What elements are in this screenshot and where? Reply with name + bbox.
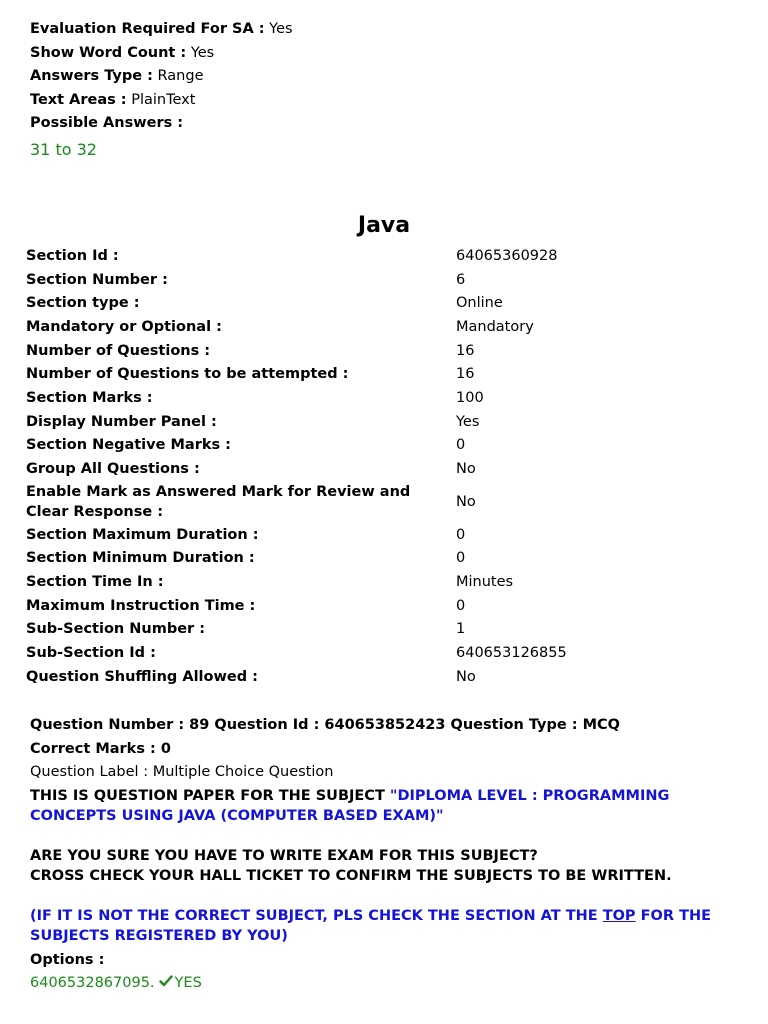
section-detail-row (26, 523, 746, 547)
section-detail-value: 16 (456, 366, 475, 383)
note-text-before: (IF IT IS NOT THE CORRECT SUBJECT, PLS CHECK THE SECTION AT THE (30, 907, 598, 924)
section-detail-value: 0 (456, 526, 466, 543)
section-detail-row (26, 547, 746, 571)
question-label-value: Multiple Choice Question (152, 764, 334, 781)
section-details-table (26, 244, 746, 689)
section-detail-label: Section Id : (26, 247, 119, 264)
answers-type-row (30, 65, 738, 89)
section-detail-label: Enable Mark as Answered Mark for Review and Clear Response : (26, 483, 411, 520)
top-link[interactable]: TOP (602, 907, 636, 924)
section-detail-label: Mandatory or Optional : (26, 318, 222, 335)
section-detail-label: Sub-Section Number : (26, 621, 206, 638)
section-detail-row (26, 244, 746, 268)
show-word-count-row (30, 42, 738, 66)
option-text: YES (174, 975, 202, 992)
options-label: Options : (30, 951, 105, 968)
section-detail-row (26, 315, 746, 339)
question-header: Question Number : 89 Question Id : 640653852423 Question Type : MCQ (30, 717, 621, 733)
correct-marks: Correct Marks : 0 (30, 740, 171, 757)
question-label-key: Question Label : (30, 764, 149, 781)
section-detail-row (26, 570, 746, 594)
section-detail-row (26, 362, 746, 386)
setting-value: PlainText (131, 91, 196, 108)
confirm-line-2: CROSS CHECK YOUR HALL TICKET TO CONFIRM THE SUBJECTS TO BE WRITTEN. (30, 867, 672, 884)
section-detail-value: Minutes (456, 574, 514, 591)
checkmark-icon (159, 973, 173, 987)
section-detail-value: Mandatory (456, 318, 534, 335)
section-detail-label: Sub-Section Id : (26, 645, 156, 662)
section-detail-row (26, 665, 746, 689)
section-detail-label: Number of Questions to be attempted : (26, 366, 349, 383)
section-detail-label: Section Time In : (26, 574, 164, 591)
section-detail-value: 0 (456, 550, 466, 567)
option-id: 6406532867095. (30, 975, 155, 992)
section-detail-label: Section type : (26, 295, 140, 312)
section-detail-label: Section Minimum Duration : (26, 550, 255, 567)
setting-label: Text Areas : (30, 91, 127, 108)
spacer (30, 826, 738, 846)
section-detail-row (26, 457, 746, 481)
question-settings (30, 18, 738, 162)
setting-label: Evaluation Required For SA : (30, 21, 265, 37)
section-detail-value: 640653126855 (456, 645, 567, 662)
question-paper-notice (30, 786, 738, 826)
section-detail-value: No (456, 668, 476, 685)
section-detail-row (26, 434, 746, 458)
section-detail-row (26, 410, 746, 434)
section-detail-value: 6 (456, 271, 466, 288)
possible-answers-row (30, 112, 738, 136)
section-detail-label: Section Negative Marks : (26, 437, 231, 454)
section-title: Java (357, 213, 411, 238)
setting-label: Answers Type : (30, 68, 153, 85)
section-detail-value: 0 (456, 597, 466, 614)
section-detail-value: 64065360928 (456, 247, 558, 264)
section-detail-row (26, 618, 746, 642)
possible-answer-range: 31 to 32 (30, 139, 97, 159)
option-row (30, 972, 738, 996)
section-detail-value: 100 (456, 389, 484, 406)
section-detail-value: Yes (456, 413, 480, 430)
setting-label: Possible Answers : (30, 115, 184, 132)
setting-value: Yes (269, 21, 293, 37)
section-detail-label: Section Number : (26, 271, 168, 288)
spacer (30, 886, 738, 906)
setting-value: Range (157, 68, 204, 85)
section-detail-value: No (456, 493, 476, 510)
question-block (30, 714, 738, 996)
setting-label: Show Word Count : (30, 44, 187, 61)
section-detail-value: 1 (456, 621, 466, 638)
section-detail-row (26, 641, 746, 665)
section-detail-row (26, 339, 746, 363)
section-detail-label: Section Marks : (26, 389, 153, 406)
section-detail-label: Display Number Panel : (26, 413, 217, 430)
subject-check-note (30, 906, 738, 946)
confirm-line-1: ARE YOU SURE YOU HAVE TO WRITE EXAM FOR THIS SUBJECT? (30, 847, 538, 864)
section-detail-value: 16 (456, 342, 475, 359)
section-detail-value: 0 (456, 437, 466, 454)
section-detail-label: Number of Questions : (26, 342, 211, 359)
section-detail-value: No (456, 461, 476, 478)
section-detail-row (26, 594, 746, 618)
question-label-row (30, 761, 738, 785)
setting-value: Yes (190, 44, 215, 61)
section-detail-label: Maximum Instruction Time : (26, 597, 256, 614)
paper-prefix: THIS IS QUESTION PAPER FOR THE SUBJECT (30, 787, 385, 804)
section-detail-label: Section Maximum Duration : (26, 526, 259, 543)
note-text-after: FOR THE SUBJECTS REGISTERED BY YOU) (30, 907, 712, 944)
section-detail-label: Question Shuffling Allowed : (26, 668, 258, 685)
section-detail-row (26, 481, 746, 523)
paper-subject: "DIPLOMA LEVEL : PROGRAMMING CONCEPTS USING JAVA (COMPUTER BASED EXAM)" (30, 787, 670, 824)
section-detail-label: Group All Questions : (26, 461, 200, 478)
section-detail-row (26, 291, 746, 315)
evaluation-required-row (30, 18, 738, 42)
section-detail-row (26, 386, 746, 410)
section-detail-row (26, 268, 746, 292)
section-detail-value: Online (456, 295, 503, 312)
text-areas-row (30, 89, 738, 113)
